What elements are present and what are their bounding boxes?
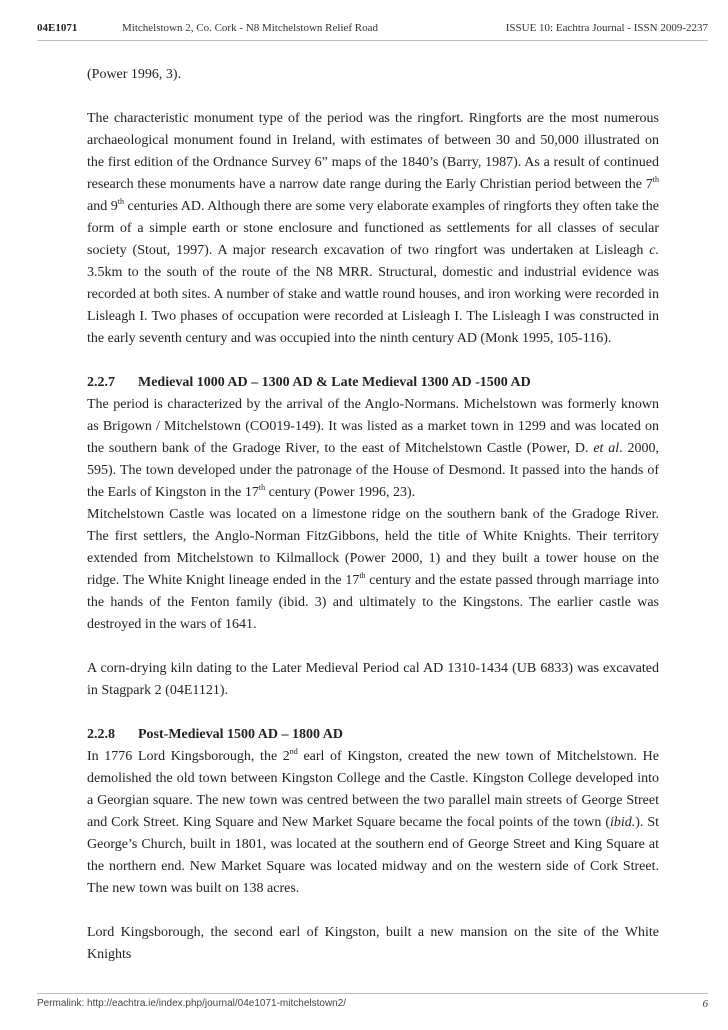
paragraph-mansion: Lord Kingsborough, the second earl of Kingston, built a new mansion on the site of the White Knights bbox=[87, 925, 659, 962]
header-divider bbox=[37, 40, 708, 41]
document-body bbox=[87, 64, 659, 966]
paragraph-kiln: A corn-drying kiln dating to the Later Medieval Period cal AD 1310-1434 (UB 6833) was excavated in Stagpark 2 (04E1121). bbox=[87, 661, 659, 698]
section-heading-2-2-8: 2.2.8 Post-Medieval 1500 AD – 1800 AD bbox=[87, 727, 343, 742]
header-issue: ISSUE 10: Eachtra Journal - ISSN 2009-2237 bbox=[505, 22, 708, 34]
page-header bbox=[37, 22, 708, 36]
section-heading-2-2-7: 2.2.7 Medieval 1000 AD – 1300 AD & Late Medieval 1300 AD -1500 AD bbox=[87, 375, 531, 390]
permalink-link[interactable]: Permalink: http://eachtra.ie/index.php/journal/04e1071-mitchelstown2/ bbox=[37, 998, 347, 1009]
page-footer bbox=[37, 998, 708, 1012]
paragraph-ringforts: The characteristic monument type of the period was the ringfort. Ringforts are the most numerous archaeological monument found in Ireland, with estimates of between 30 and 50,000 illustrated on the first edition of the Ordnance Survey 6” maps of the 1840’s (Barry, 1987). As a result of continued research these monuments have a narrow date range during the Early Christian period between the 7th and 9th centuries AD. Although there are some very elaborate examples of ringforts they often take the form of a simple earth or stone enclosure and functioned as settlements for all classes of secular society (Stout, 1997). A major research excavation of two ringfort was undertaken at Lisleagh c. 3.5km to the south of the route of the N8 MRR. Structural, domestic and industrial evidence was recorded at both sites. A number of stake and wattle round houses, and iron working were recorded in Lisleagh I. Two phases of occupation were recorded at Lisleagh I. The Lisleagh I was constructed in the early seventh century and was occupied into the ninth century AD (Monk 1995, 105-116). bbox=[87, 111, 659, 346]
paragraph-castle: Mitchelstown Castle was located on a limestone ridge on the southern bank of the Gradoge River. The first settlers, the Anglo-Norman FitzGibbons, held the title of White Knights. Their territory extended from Mitchelstown to Kilmallock (Power 2000, 1) and they built a tower house on the ridge. The White Knight lineage ended in the 17th century and the estate passed through marriage into the hands of the Fenton family (ibid. 3) and ultimately to the Kingstons. The earlier castle was destroyed in the wars of 1641. bbox=[87, 507, 659, 632]
footer-divider bbox=[37, 993, 708, 994]
paragraph-kingsborough: In 1776 Lord Kingsborough, the 2nd earl of Kingston, created the new town of Mitchelstown. He demolished the old town between Kingston College and the Castle. Kingston College developed into a Georgian square. The new town was centred between the two parallel main streets of George Street and Cork Street. King Square and New Market Square became the focal points of the town (ibid.). St George’s Church, built in 1801, was located at the southern end of George Street and King Square at the northern end. New Market Square was located midway and on the western side of Cork Street. The new town was built on 138 acres. bbox=[87, 747, 659, 896]
page-number: 6 bbox=[702, 998, 708, 1010]
header-title: Mitchelstown 2, Co. Cork - N8 Mitchelstown Relief Road bbox=[122, 22, 379, 34]
paragraph-anglo-normans: The period is characterized by the arrival of the Anglo-Normans. Michelstown was formerly known as Brigown / Mitchelstown (CO019-149). It was listed as a market town in 1299 and was located on the southern bank of the Gradoge River, to the east of Mitchelstown Castle (Power, D. et al. 2000, 595). The town developed under the patronage of the House of Desmond. It passed into the hands of the Earls of Kingston in the 17th century (Power 1996, 23). bbox=[87, 397, 659, 500]
header-license-code: 04E1071 bbox=[37, 22, 78, 34]
paragraph: (Power 1996, 3). bbox=[87, 67, 182, 82]
